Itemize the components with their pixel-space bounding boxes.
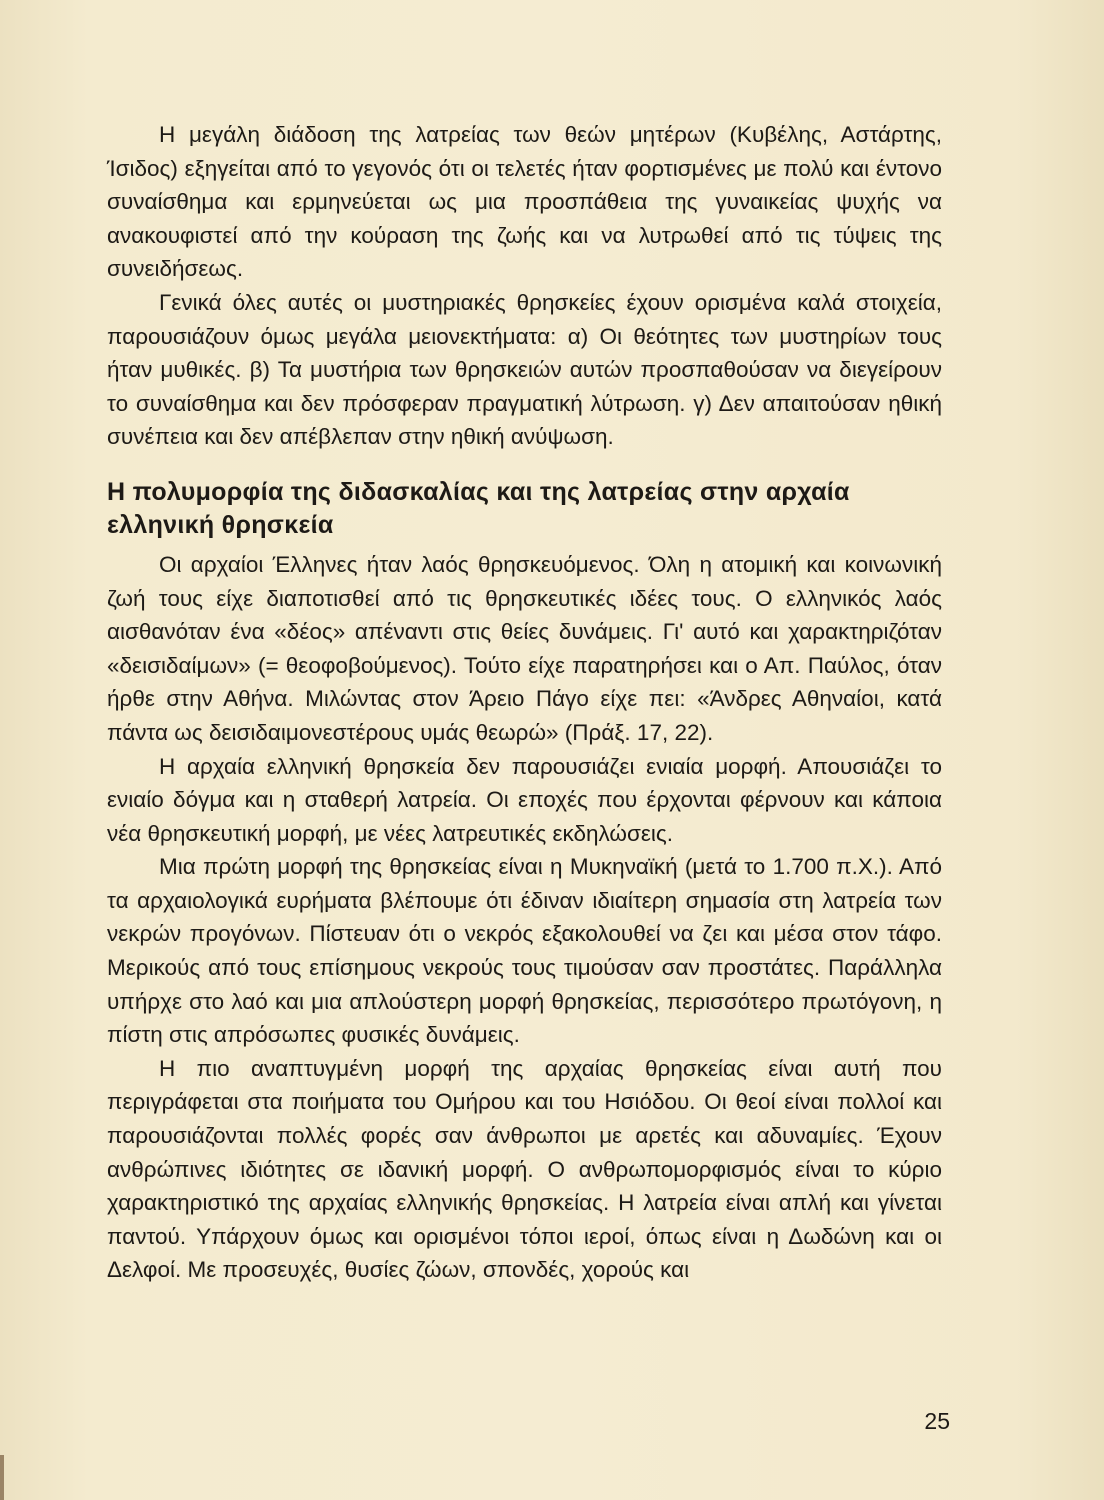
text-block <box>107 118 942 1287</box>
page-number: 25 <box>924 1408 950 1434</box>
paragraph-mycenaean-religion: Μια πρώτη μορφή της θρησκείας είναι η Μυκηναϊκή (μετά το 1.700 π.Χ.). Από τα αρχαιολογικά ευρήματα βλέπουμε ότι έδιναν ιδιαίτερη σημασία στη λατρεία των νεκρών προγόνων. Πίστευαν ότι ο νεκρός εξακολουθεί να ζει και μέσα στον τάφο. Μερικούς από τους επίσημους νεκρούς τους τιμούσαν σαν προστάτες. Παράλληλα υπήρχε στο λαό και μια απλούστερη μορφή θρησκείας, περισσότερο πρωτόγονη, η πίστη στις απρόσωπες φυσικές δυνάμεις. <box>107 854 942 1048</box>
paragraph-homeric-religion: Η πιο αναπτυγμένη μορφή της αρχαίας θρησκείας είναι αυτή που περιγράφεται στα ποιήματα του Ομήρου και του Ησιόδου. Οι θεοί είναι πολλοί και παρουσιάζονται πολλές φορές σαν άνθρωποι με αρετές και αδυναμίες. Έχουν ανθρώπινες ιδιότητες σε ιδανική μορφή. Ο ανθρωπομορφισμός είναι το κύριο χαρακτηριστικό της αρχαίας ελληνικής θρησκείας. Η λατρεία είναι απλή και γίνεται παντού. Υπάρχουν όμως και ορισμένοι τόποι ιεροί, όπως είναι η Δωδώνη και οι Δελφοί. Με προσευχές, θυσίες ζώων, σπονδές, χορούς και <box>107 1055 942 1283</box>
section-heading: Η πολυμορφία της διδασκαλίας και της λατρείας στην αρχαία ελληνική θρησκεία <box>107 477 850 539</box>
paragraph-mother-goddesses: Η μεγάλη διάδοση της λατρείας των θεών μητέρων (Κυβέλης, Αστάρτης, Ίσιδος) εξηγείται από το γεγονός ότι οι τελετές ήταν φορτισμένες με πολύ και έντονο συναίσθημα και ερμηνεύεται ως μια προσπάθεια της γυναικείας ψυχής να ανακουφιστεί από την κούραση της ζωής και να λυτρωθεί από τις τύψεις της συνειδήσεως. <box>107 122 942 282</box>
paragraph-no-unified-form: Η αρχαία ελληνική θρησκεία δεν παρουσιάζει ενιαία μορφή. Απουσιάζει το ενιαίο δόγμα και η σταθερή λατρεία. Οι εποχές που έρχονται φέρνουν και κάποια νέα θρησκευτική μορφή, με νέες λατρευτικές εκδηλώσεις. <box>107 753 942 846</box>
paragraph-religious-greeks: Οι αρχαίοι Έλληνες ήταν λαός θρησκευόμενος. Όλη η ατομική και κοινωνική ζωή τους είχε διαποτισθεί από τις θρησκευτικές ιδέες τους. Ο ελληνικός λαός αισθανόταν ένα «δέος» απέναντι στις θείες δυνάμεις. Γι' αυτό και χαρακτηριζόταν «δεισιδαίμων» (= θεοφοβούμενος). Τούτο είχε παρατηρήσει και ο Απ. Παύλος, όταν ήρθε στην Αθήνα. Μιλώντας στον Άρειο Πάγο είχε πει: «Άνδρες Αθηναίοι, κατά πάντα ως δεισιδαιμονεστέρους υμάς θεωρώ» (Πράξ. 17, 22). <box>107 551 942 745</box>
paragraph-mystery-religions: Γενικά όλες αυτές οι μυστηριακές θρησκείες έχουν ορισμένα καλά στοιχεία, παρουσιάζουν όμως μεγάλα μειονεκτήματα: α) Οι θεότητες των μυστηρίων τους ήταν μυθικές. β) Τα μυστήρια των θρησκειών αυτών προσπαθούσαν να διεγείρουν το συναίσθημα και δεν πρόσφεραν πραγματική λύτρωση. γ) Δεν απαιτούσαν ηθική συνέπεια και δεν απέβλεπαν στην ηθική ανύψωση. <box>107 289 942 450</box>
page-edge-mark <box>0 1455 4 1500</box>
